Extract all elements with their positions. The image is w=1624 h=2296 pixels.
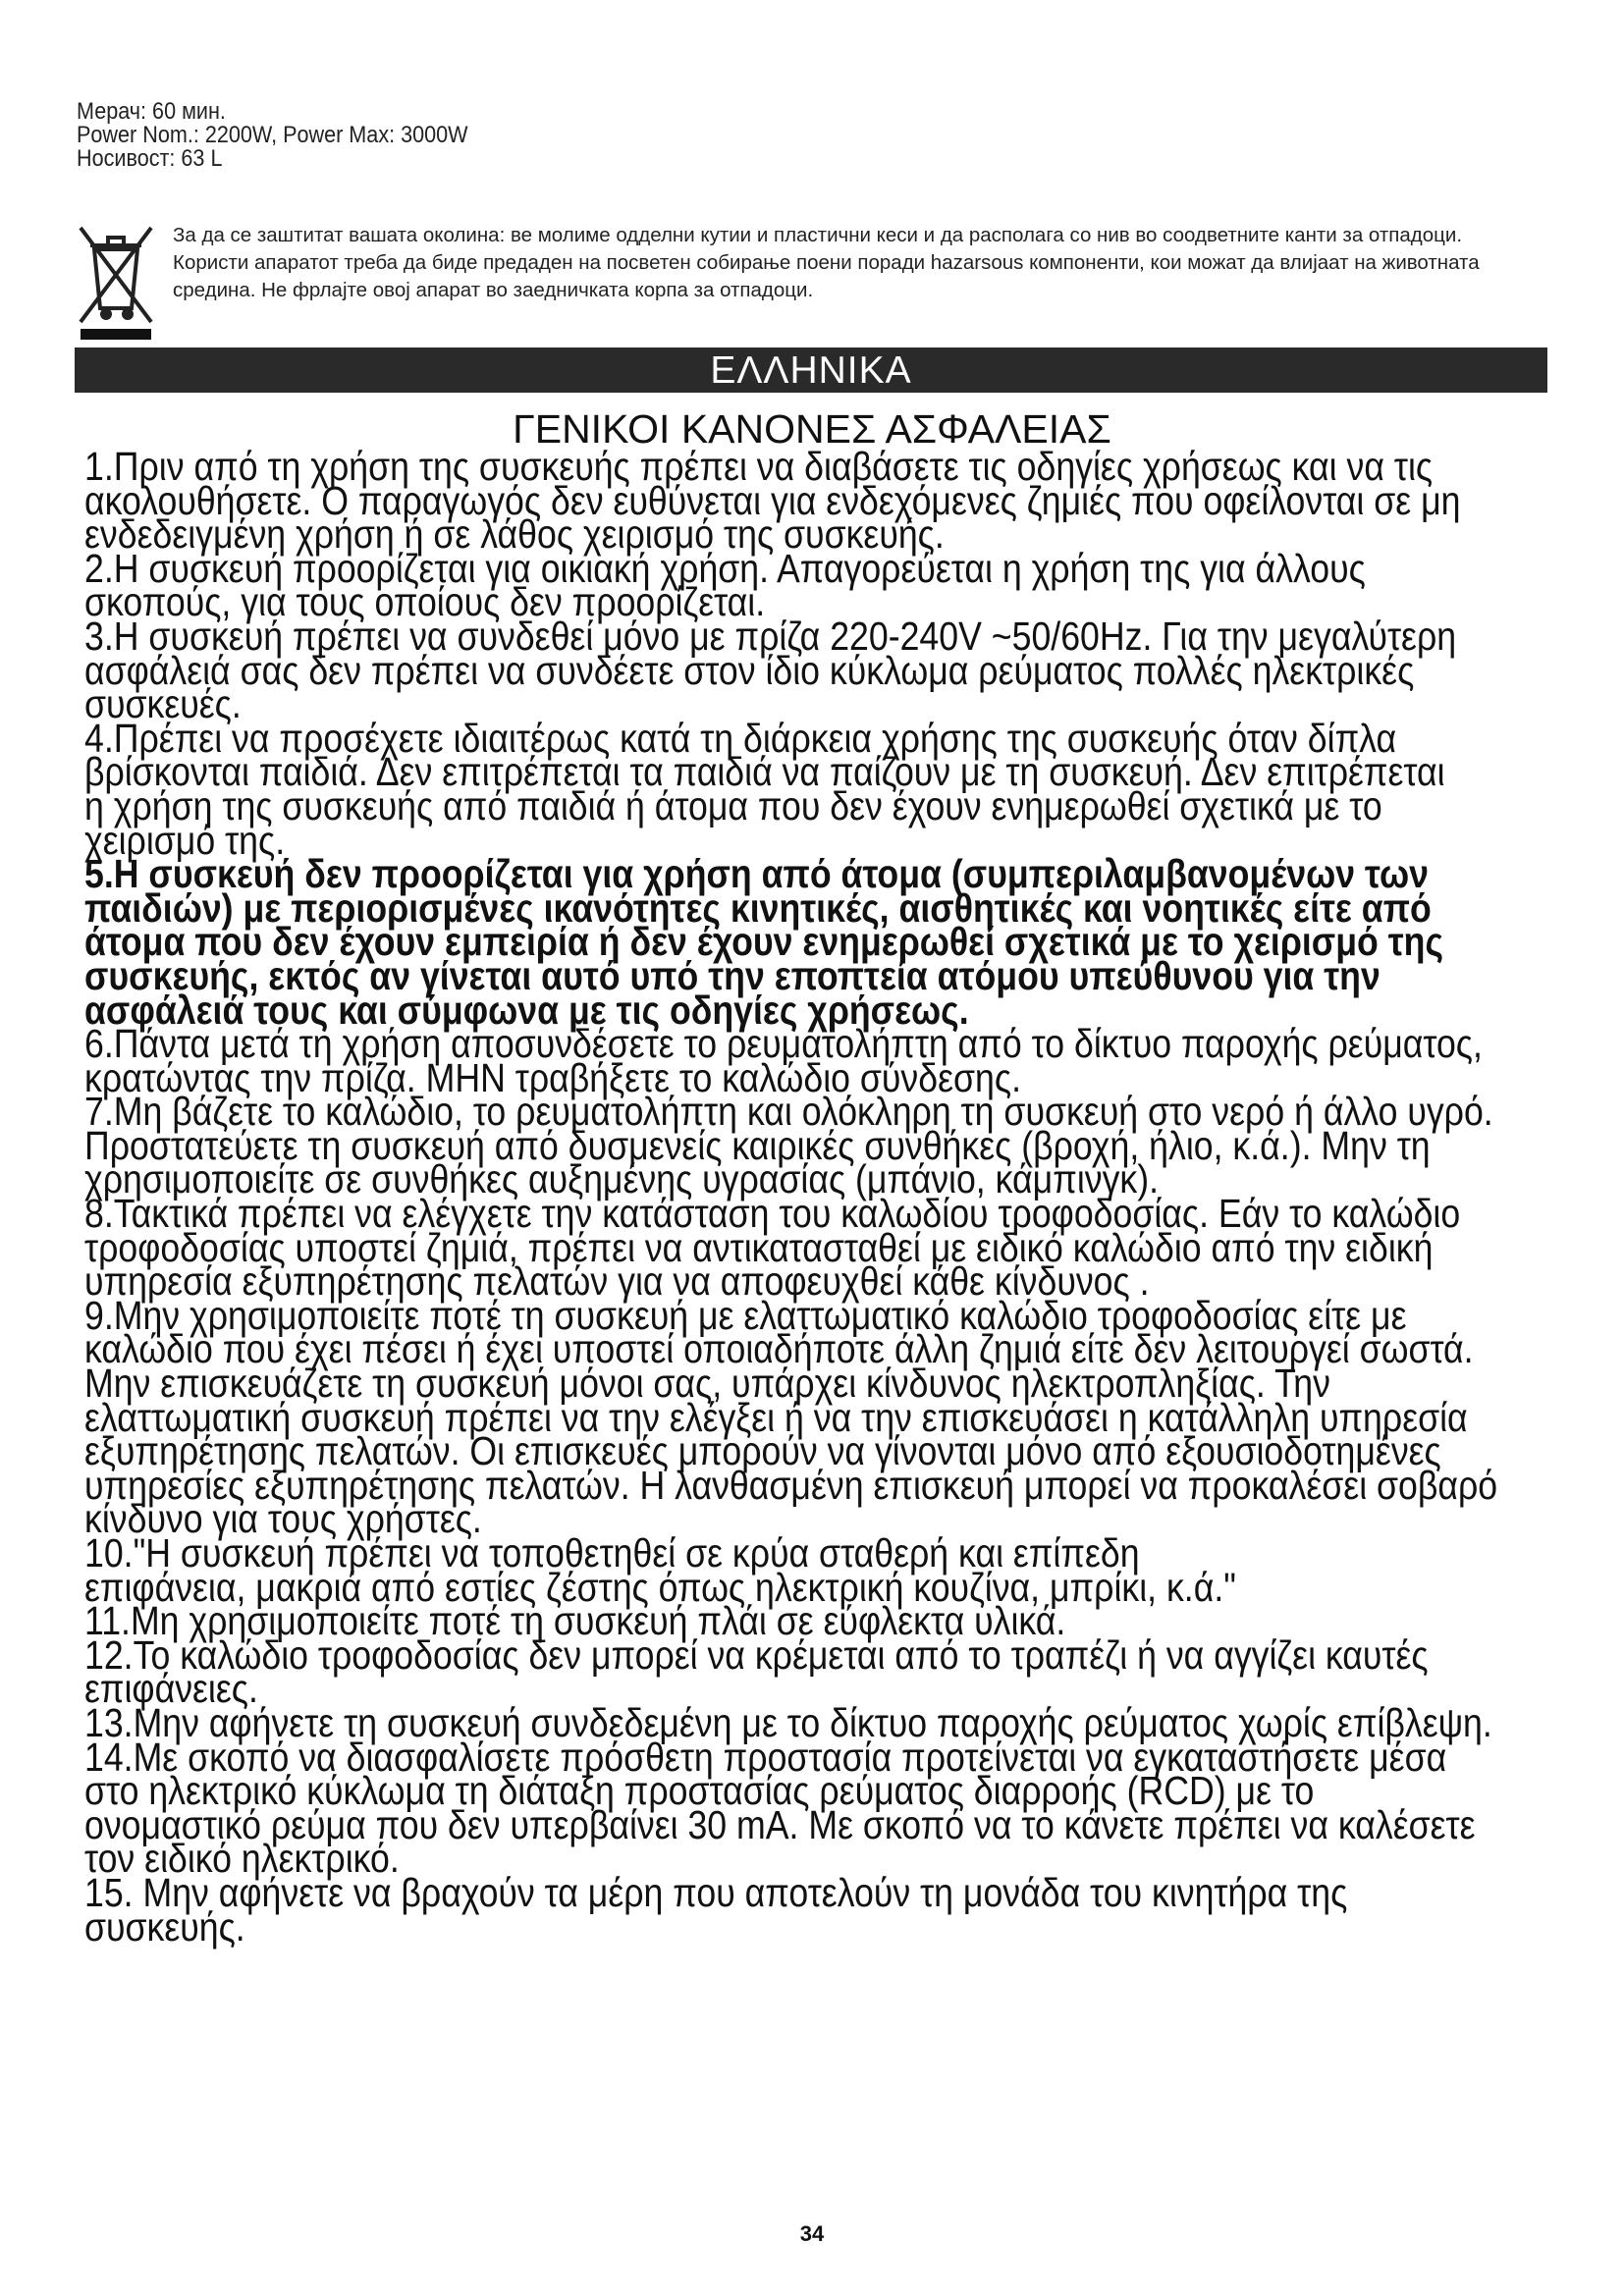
text-line-bold: συσκευής, εκτός αν γίνεται αυτό υπό την εποπτεία ατόμου υπεύθυνου για την	[84, 952, 1380, 998]
recycling-notice-line: Користи апаратот треба да биде предаден на посветен собирање поени поради hazarsous компоненти, кои можат да влијаат на животната	[173, 251, 1480, 274]
text-line: ασφάλειά σας δεν πρέπει να συνδέετε στον ίδιο κύκλωμα ρεύματος πολλές ηλεκτρικές	[84, 647, 1415, 693]
text-line: συσκευής.	[84, 1903, 245, 1949]
text-line: ενδεδειγμένη χρήση ή σε λάθος χειρισμό της συσκευής.	[84, 511, 945, 558]
text-line: εξυπηρέτησης πελατών. Οι επισκευές μπορούν να γίνονται μόνο από εξουσιοδοτημένες	[84, 1428, 1441, 1474]
text-line-bold: 5.Η συσκευή δεν προορίζεται για χρήση από άτομα (συμπεριλαμβανομένων των	[84, 851, 1429, 897]
text-line: σκοπούς, για τους οποίους δεν προορίζεται.	[84, 579, 766, 625]
text-line: τον ειδικό ηλεκτρικό.	[84, 1836, 400, 1882]
recycling-notice	[173, 222, 1480, 304]
power-spec: Power Nom.: 2200W, Power Max: 3000W	[77, 122, 468, 148]
text-line: 13.Μην αφήνετε τη συσκευή συνδεδεμένη με το δίκτυο παροχής ρεύματος χωρίς επίβλεψη.	[84, 1699, 1492, 1745]
text-line: βρίσκονται παιδιά. Δεν επιτρέπεται τα παιδιά να παίζουν με τη συσκευή. Δεν επιτρέπεται	[84, 749, 1445, 795]
text-line: επιφάνεια, μακριά από εστίες ζέστης όπως ηλεκτρική κουζίνα, μπρίκι, κ.ά."	[84, 1564, 1236, 1610]
safety-rules-text	[84, 444, 1498, 1949]
timer-spec: Мерач: 60 мин.	[77, 98, 226, 125]
text-line: υπηρεσίες εξυπηρέτησης πελατών. Η λανθασμένη επισκευή μπορεί να προκαλέσει σοβαρό	[84, 1462, 1498, 1508]
text-line: Προστατεύετε τη συσκευή από δυσμενείς καιρικές συνθήκες (βροχή, ήλιο, κ.ά.). Μην τη	[84, 1122, 1431, 1168]
text-line-bold: ασφάλειά τους και σύμφωνα με τις οδηγίες χρήσεως.	[84, 987, 969, 1033]
text-line: 9.Μην χρησιμοποιείτε ποτέ τη συσκευή με ελαττωματικό καλώδιο τροφοδοσίας είτε με	[84, 1292, 1407, 1338]
page-number: 34	[799, 2221, 825, 2246]
text-line: επιφάνειες.	[84, 1666, 258, 1712]
text-line: 10."Η συσκευή πρέπει να τοποθετηθεί σε κρύα σταθερή και επίπεδη	[84, 1530, 1140, 1575]
text-line: 7.Μη βάζετε το καλώδιο, το ρευματολήπτη και ολόκληρη τη συσκευή στο νερό ή άλλο υγρό.	[84, 1089, 1493, 1135]
text-line: τροφοδοσίας υποστεί ζημιά, πρέπει να αντικατασταθεί με ειδικό καλώδιο από την ειδική	[84, 1224, 1434, 1270]
text-line: 1.Πριν από τη χρήση της συσκευής πρέπει να διαβάσετε τις οδηγίες χρήσεως και να τις	[84, 444, 1434, 489]
text-line: ακολουθήσετε. Ο παραγωγός δεν ευθύνεται για ενδεχόμενες ζημιές που οφείλονται σε μη	[84, 477, 1461, 523]
text-line: στο ηλεκτρικό κύκλωμα τη διάταξη προστασίας ρεύματος διαρροής (RCD) με το	[84, 1768, 1315, 1814]
capacity-spec: Носивост: 63 L	[77, 145, 223, 172]
text-line: χρησιμοποιείτε σε συνθήκες αυξημένης υγρασίας (μπάνιο, κάμπινγκ).	[84, 1156, 1160, 1202]
recycling-notice-line: средина. Не фрлајте овој апарат во заедничката корпа за отпадоци.	[173, 279, 814, 301]
text-line-bold: άτομα που δεν έχουν εμπειρία ή δεν έχουν ενημερωθεί σχετικά με το χειρισμό της	[84, 919, 1443, 965]
text-line: 12.Το καλώδιο τροφοδοσίας δεν μπορεί να κρέμεται από το τραπέζι ή να αγγίζει καυτές	[84, 1631, 1429, 1678]
text-line: 6.Πάντα μετά τη χρήση αποσυνδέσετε το ρευματολήπτη από το δίκτυο παροχής ρεύματος,	[84, 1021, 1483, 1067]
text-line: κίνδυνο για τους χρήστες.	[84, 1496, 482, 1542]
text-line: 3.Η συσκευή πρέπει να συνδεθεί μόνο με πρίζα 220-240V ~50/60Hz. Για την μεγαλύτερη	[84, 613, 1457, 659]
text-line: 2.Η συσκευή προορίζεται για οικιακή χρήση. Απαγορεύεται η χρήση της για άλλους	[84, 545, 1366, 591]
text-line: 15. Μην αφήνετε να βραχούν τα μέρη που αποτελούν τη μονάδα του κινητήρα της	[84, 1869, 1348, 1915]
text-line: Μην επισκευάζετε τη συσκευή μόνοι σας, υπάρχει κίνδυνος ηλεκτροπληξίας. Την	[84, 1361, 1330, 1407]
text-line: καλώδιο που έχει πέσει ή έχει υποστεί οποιαδήποτε άλλη ζημιά είτε δεν λειτουργεί σωστά.	[84, 1326, 1474, 1372]
text-line: 14.Με σκοπό να διασφαλίσετε πρόσθετη προστασία προτείνεται να εγκαταστήσετε μέσα	[84, 1734, 1447, 1780]
specs-block	[77, 100, 468, 171]
text-line: ονομαστικό ρεύμα που δεν υπερβαίνει 30 mA. Με σκοπό να το κάνετε πρέπει να καλέσετε	[84, 1801, 1476, 1847]
language-header: ΕΛΛΗΝΙΚΑ	[75, 347, 1547, 393]
text-line: κρατώντας την πρίζα. ΜΗΝ τραβήξετε το καλώδιο σύνδεσης.	[84, 1054, 1021, 1100]
text-line: 4.Πρέπει να προσέχετε ιδιαιτέρως κατά τη διάρκεια χρήσης της συσκευής όταν δίπλα	[84, 715, 1397, 761]
text-line: υπηρεσία εξυπηρέτησης πελατών για να αποφευχθεί κάθε κίνδυνος .	[84, 1258, 1150, 1305]
text-line: συσκευές.	[84, 681, 242, 727]
text-line-bold: παιδιών) με περιορισμένες ικανότητες κινητικές, αισθητικές και νοητικές είτε από	[84, 884, 1432, 931]
text-line: 8.Τακτικά πρέπει να ελέγχετε την κατάσταση του καλωδίου τροφοδοσίας. Εάν το καλώδιο	[84, 1191, 1461, 1237]
text-line: η χρήση της συσκευής από παιδιά ή άτομα που δεν έχουν ενημερωθεί σχετικά με το	[84, 782, 1382, 828]
recycling-notice-line: За да се заштитат вашата околина: ве молиме одделни кутии и пластични кеси и да располага со нив во соодветните канти за отпадоци.	[173, 224, 1463, 246]
text-line: χειρισμό της.	[84, 817, 286, 863]
crossed-out-wheelie-bin-icon	[77, 218, 155, 341]
text-line: ελαττωματική συσκευή πρέπει να την ελέγξει ή να την επισκευάσει η κατάλληλη υπηρεσία	[84, 1394, 1468, 1440]
text-line: 11.Μη χρησιμοποιείτε ποτέ τη συσκευή πλάι σε εύφλεκτα υλικά.	[84, 1598, 1066, 1644]
section-title: ΓΕΝΙΚΟΙ ΚΑΝΟΝΕΣ ΑΣΦΑΛΕΙΑΣ	[513, 406, 1111, 452]
